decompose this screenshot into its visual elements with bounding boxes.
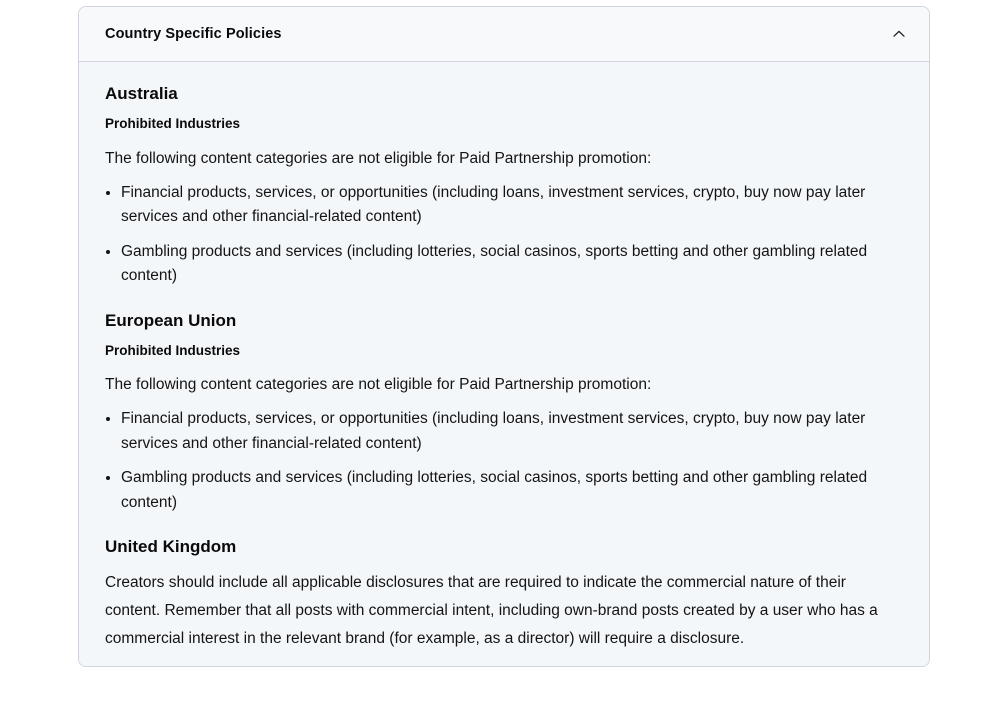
- country-heading: Australia: [105, 84, 178, 103]
- prohibited-industries-list: [105, 181, 903, 289]
- section-paragraph: Creators should include all applicable disclosures that are required to indicate the commercial nature of their content. Remember that all posts with commercial intent, including own-brand posts created by a user who has a commercial interest in the relevant brand (for example, as a director) will require a disclosure.: [105, 574, 878, 647]
- list-item: Gambling products and services (including lotteries, social casinos, sports betting and other gambling related content): [105, 240, 903, 289]
- country-specific-policies-accordion: [78, 6, 930, 667]
- prohibited-industries-list: [105, 407, 903, 515]
- accordion-header[interactable]: [79, 7, 929, 62]
- section-intro-text: The following content categories are not eligible for Paid Partnership promotion:: [105, 376, 652, 394]
- section-subheading: Prohibited Industries: [105, 342, 241, 358]
- policy-section-united-kingdom: [105, 537, 903, 652]
- country-heading: United Kingdom: [105, 537, 237, 557]
- list-item: Financial products, services, or opportunities (including loans, investment services, crypto, buy now pay later services and other financial-related content): [105, 407, 903, 456]
- country-heading: European Union: [105, 310, 237, 330]
- accordion-body: [79, 62, 929, 666]
- policy-section-australia: [105, 84, 903, 289]
- accordion-title: Country Specific Policies: [105, 26, 282, 42]
- section-intro-text: The following content categories are not eligible for Paid Partnership promotion:: [105, 149, 652, 167]
- list-item: Financial products, services, or opportunities (including loans, investment services, crypto, buy now pay later services and other financial-related content): [105, 181, 903, 230]
- policy-section-european-union: [105, 311, 903, 516]
- section-subheading: Prohibited Industries: [105, 116, 241, 132]
- list-item: Gambling products and services (including lotteries, social casinos, sports betting and other gambling related content): [105, 466, 903, 515]
- chevron-up-icon[interactable]: [891, 26, 907, 42]
